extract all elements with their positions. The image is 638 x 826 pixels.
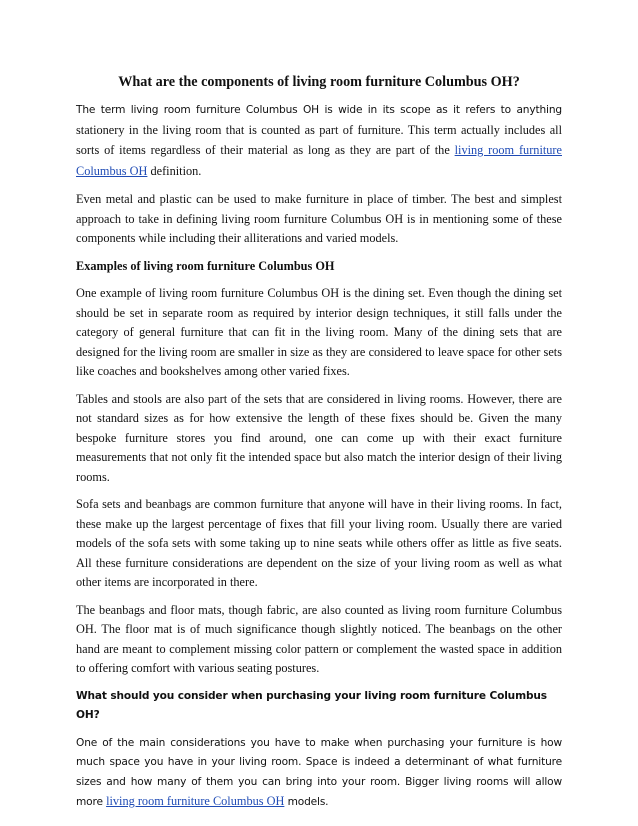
intro-text-a: The term living room furniture Columbus OH is wide in its scope as it refers to anything (76, 104, 562, 116)
paragraph-intro (76, 100, 562, 182)
space-text-b: models. (284, 796, 329, 808)
living-room-furniture-link-1[interactable]: living room furniture Columbus OH (76, 143, 562, 178)
paragraph-materials: Even metal and plastic can be used to make furniture in place of timber. The best and simplest approach to take in defining living room furniture Columbus OH is in mentioning some of these components while including their alliterations and varied models. (76, 192, 562, 245)
paragraph-tables-stools: Tables and stools are also part of the sets that are considered in living rooms. However, there are not standard sizes as for how extensive the length of these fixes should be. Given the many bespoke furniture stores you find around, one can come up with their exact furniture measurements that not only fit the intended space but also match the interior design of their living rooms. (76, 391, 562, 484)
living-room-furniture-link-2[interactable]: living room furniture Columbus OH (106, 794, 285, 808)
heading-examples: Examples of living room furniture Columbus OH (76, 258, 335, 273)
paragraph-sofa-sets: Sofa sets and beanbags are common furniture that anyone will have in their living rooms. In fact, these make up the largest percentage of fixes that fill your living room. Usually there are varied models of the sofa sets with some taking up to nine seats while others offer as little as five seats. All these furniture considerations are dependent on the size of your living room as well as what other items are incorporated in there. (76, 497, 562, 589)
paragraph-space (76, 734, 562, 813)
space-text-a: One of the main considerations you have to make when purchasing your furniture is how much space you have in your living room. Space is indeed a determinant of what furniture sizes and how many of them you can bring into your room. Bigger living rooms will allow more (76, 736, 562, 808)
paragraph-beanbags: The beanbags and floor mats, though fabric, are also counted as living room furniture Columbus OH. The floor mat is of much significance though slightly noticed. The beanbags on the other hand are meant to complement missing color pattern or complement the wasted space in addition to offering comfort with various seating postures. (76, 602, 562, 675)
paragraph-dining-set: One example of living room furniture Columbus OH is the dining set. Even though the dining set should be set in separate room as required by interior design techniques, it still falls under the category of general furniture that can fit in the living room. Many of the dining sets that are designed for the living room are smaller in size as they are considered to leave space for other sets like coaches and bookshelves among other varied fixes. (76, 286, 562, 378)
heading-considerations: What should you consider when purchasing your living room furniture Columbus OH? (76, 689, 547, 721)
intro-text-c: definition. (147, 163, 202, 178)
document-title: What are the components of living room furniture Columbus OH? (118, 74, 520, 90)
intro-text-b: stationery in the living room that is counted as part of furniture. This term actually includes all sorts of items regardless of their material as long as they are part of the (76, 122, 562, 157)
